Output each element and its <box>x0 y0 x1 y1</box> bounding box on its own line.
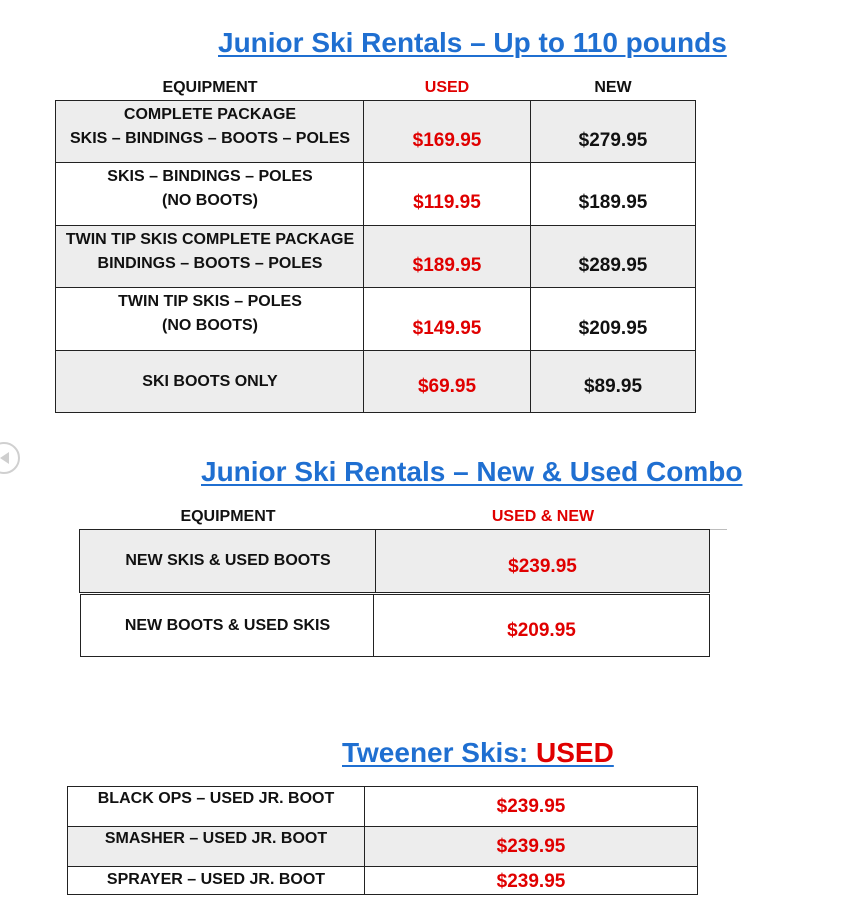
row-label-line1: COMPLETE PACKAGE <box>123 106 297 123</box>
row-label-line1: SKI BOOTS ONLY <box>142 372 278 390</box>
new-price: $89.95 <box>530 350 696 413</box>
tweener-title <box>342 736 614 770</box>
table-divider <box>709 529 727 530</box>
tweener-price: $239.95 <box>364 826 698 867</box>
row-label-line2: BINDINGS – BOOTS – POLES <box>97 255 323 272</box>
row-label-line2: (NO BOOTS) <box>162 317 258 334</box>
combo-row-label: NEW SKIS & USED BOOTS <box>79 529 377 593</box>
tweener-title-accent: USED <box>536 737 614 768</box>
used-price: $69.95 <box>363 350 531 413</box>
tweener-price: $239.95 <box>364 786 698 827</box>
tweener-row-label: BLACK OPS – USED JR. BOOT <box>67 786 365 827</box>
chevron-left-icon <box>0 452 10 464</box>
combo-rentals-title: Junior Ski Rentals – New & Used Combo <box>201 456 743 487</box>
row-label-line1: SKIS – BINDINGS – POLES <box>107 168 313 185</box>
used-price: $169.95 <box>363 100 531 164</box>
combo-price: $209.95 <box>373 594 710 657</box>
used-price: $119.95 <box>363 162 531 226</box>
tweener-title-main: Tweener Skis: <box>342 737 537 768</box>
row-label-line1: TWIN TIP SKIS – POLES <box>118 293 302 310</box>
row-label-line1: TWIN TIP SKIS COMPLETE PACKAGE <box>65 231 355 248</box>
junior-header-equipment: EQUIPMENT <box>162 79 258 96</box>
tweener-price: $239.95 <box>364 866 698 895</box>
new-price: $189.95 <box>530 162 696 226</box>
new-price: $279.95 <box>530 100 696 164</box>
combo-row-label: NEW BOOTS & USED SKIS <box>80 594 375 657</box>
row-label-line2: (NO BOOTS) <box>162 192 258 209</box>
previous-slide-button[interactable] <box>0 442 20 474</box>
table-row-label <box>55 225 365 289</box>
combo-header-equipment: EQUIPMENT <box>180 508 276 525</box>
new-price: $289.95 <box>530 225 696 289</box>
row-label-line2: SKIS – BINDINGS – BOOTS – POLES <box>69 130 351 147</box>
tweener-row-label: SMASHER – USED JR. BOOT <box>67 826 365 867</box>
tweener-row-label: SPRAYER – USED JR. BOOT <box>67 866 365 895</box>
table-row-label <box>55 162 365 226</box>
used-price: $189.95 <box>363 225 531 289</box>
used-price: $149.95 <box>363 287 531 352</box>
table-row-label <box>55 100 365 164</box>
combo-header-price: USED & NEW <box>491 508 595 525</box>
table-row-label <box>55 350 365 413</box>
table-row-label <box>55 287 365 352</box>
new-price: $209.95 <box>530 287 696 352</box>
junior-rentals-title: Junior Ski Rentals – Up to 110 pounds <box>218 27 727 58</box>
junior-header-new: NEW <box>594 79 632 96</box>
junior-header-used: USED <box>424 79 470 96</box>
combo-price: $239.95 <box>375 529 710 593</box>
